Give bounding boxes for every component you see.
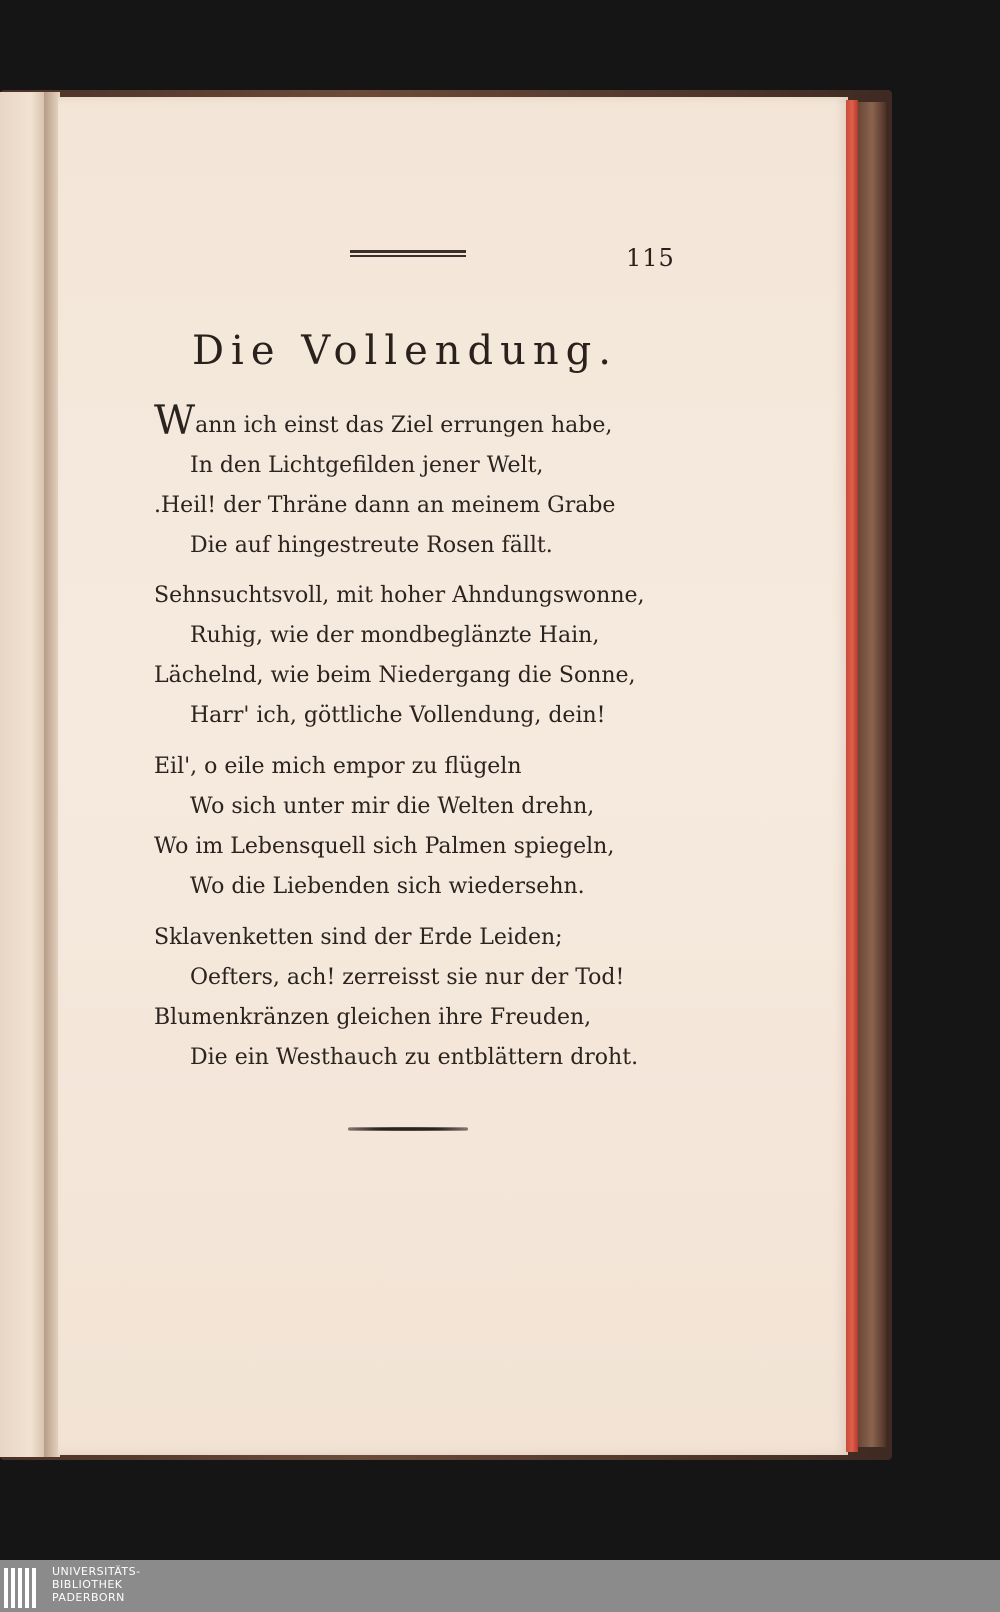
poem-stanza [154,398,674,566]
logo-line-3: PADERBORN [52,1591,125,1604]
poem-line: Die ein Westhauch zu entblättern droht. [190,1045,639,1070]
first-line-rest: ann ich einst das Ziel errungen habe, [195,413,613,438]
poem-line: .Heil! der Thräne dann an meinem Grabe [154,493,616,518]
poem-stanza [154,576,674,736]
drop-capital: W [154,398,196,444]
poem-line: Wo die Liebenden sich wiedersehn. [190,874,585,899]
library-logo-text [52,1565,141,1604]
poem-line: Wo sich unter mir die Welten drehn, [190,794,595,819]
poem-stanza [154,918,674,1078]
poem-line: Lächelnd, wie beim Niedergang die Sonne, [154,663,636,688]
poem-line: Harr' ich, göttliche Vollendung, dein! [190,703,606,728]
poem-line: Eil', o eile mich empor zu flügeln [154,754,522,779]
closing-ornament-rule [348,1127,468,1131]
poem-stanza [154,747,674,907]
cover-spine-edge [858,102,886,1447]
logo-line-2: BIBLIOTHEK [52,1578,123,1591]
header-double-rule [350,250,466,257]
logo-line-1: UNIVERSITÄTS- [52,1565,141,1578]
poem-line: Oefters, ach! zerreisst sie nur der Tod! [190,965,625,990]
poem-title: Die Vollendung. [191,328,618,374]
poem-line: Sehnsuchtsvoll, mit hoher Ahndungswonne, [154,583,645,608]
poem-line: Die auf hingestreute Rosen fällt. [190,533,553,558]
library-logo-icon [4,1568,44,1608]
poem-line: Sklavenketten sind der Erde Leiden; [154,925,563,950]
page-number: 115 [626,244,675,272]
red-page-edges [846,100,858,1452]
library-footer-bar [0,1560,1000,1612]
poem-line: Ruhig, wie der mondbeglänzte Hain, [190,623,600,648]
poem-line [154,398,674,446]
poem-line: Wo im Lebensquell sich Palmen spiegeln, [154,834,615,859]
left-page-edge [0,92,44,1457]
poem-line: In den Lichtgefilden jener Welt, [190,453,544,478]
poem-line: Blumenkränzen gleichen ihre Freuden, [154,1005,592,1030]
